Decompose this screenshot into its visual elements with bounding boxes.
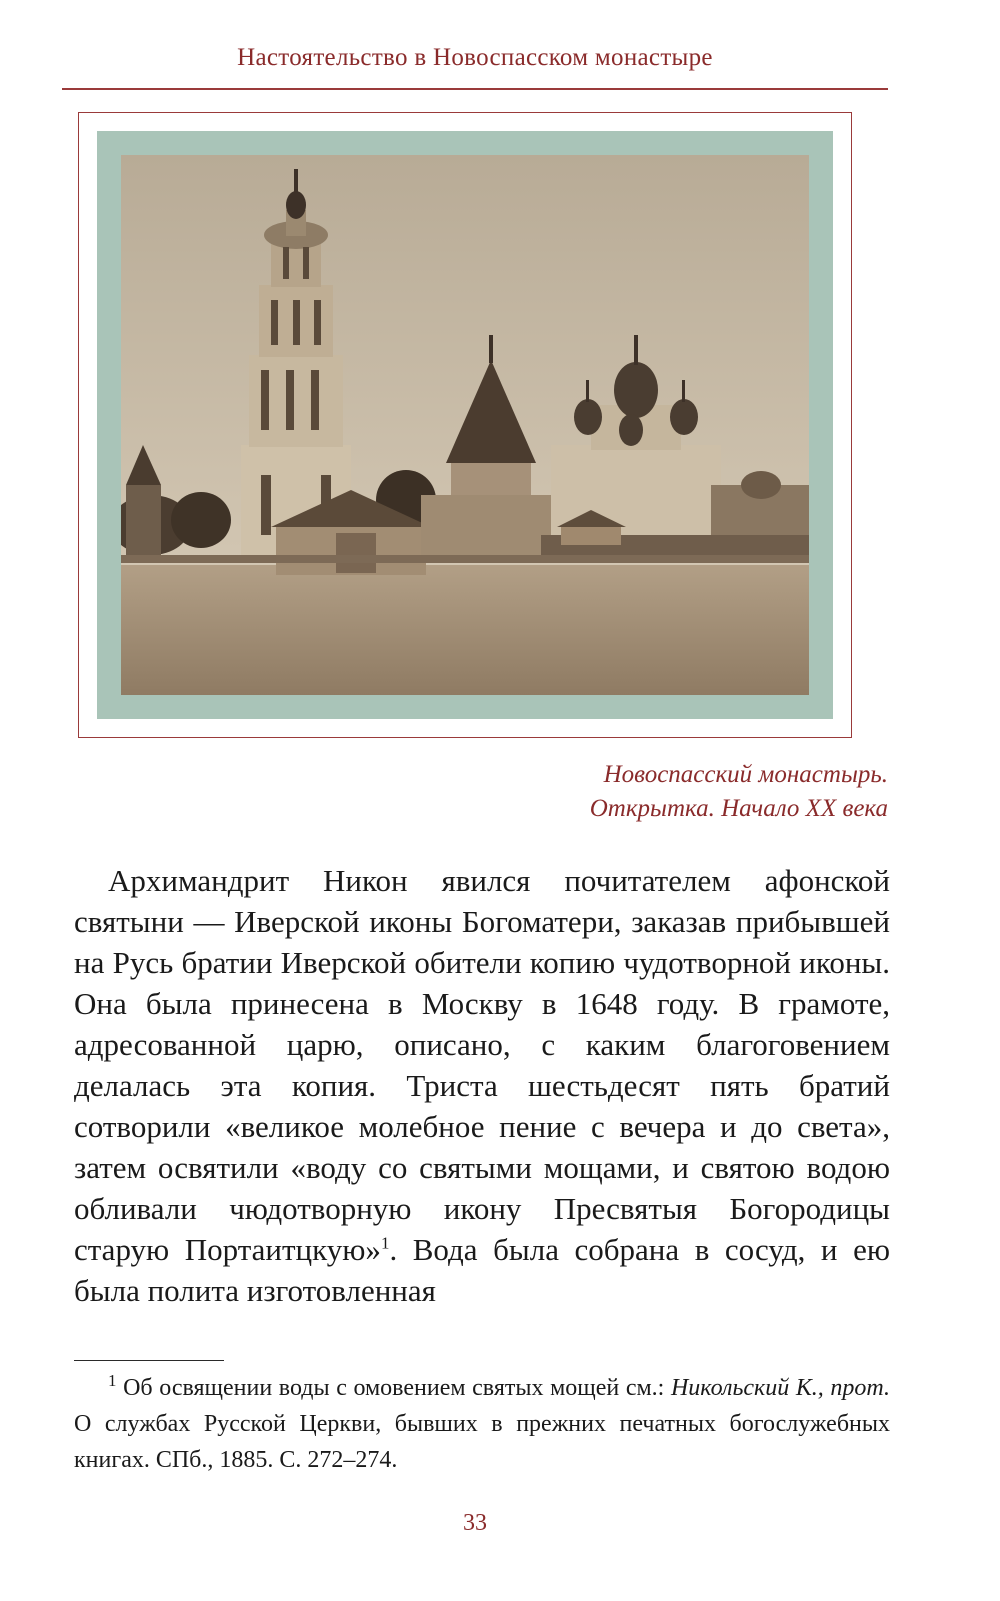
photo-frame bbox=[78, 112, 852, 738]
footnote-divider bbox=[74, 1360, 224, 1361]
footnote-marker: 1 bbox=[108, 1371, 117, 1390]
running-head: Настоятельство в Новоспасском монастыре bbox=[237, 44, 713, 71]
footnote-text-part-2: О службах Русской Церкви, бывших в прежних печатных богослужебных книгах. СПб., 1885. С. 272–274. bbox=[74, 1411, 890, 1473]
footnote-text-part-1: Об освящении воды с омовением святых мощей см.: bbox=[116, 1375, 671, 1401]
page-number: 33 bbox=[463, 1510, 487, 1536]
body-text-part-1: Архимандрит Никон явился почитателем афонской святыни — Иверской иконы Богоматери, заказав прибывшей на Русь братии Иверской обители копию чудотворной иконы. Она была принесена в Москву в 1648 году. В грамоте, адресованной царю, описано, с каким благоговением делалась эта копия. Триста шестьдесят пять братий сотворили «великое молебное пение с вечера и до света», затем освятили «воду со святыми мощами, и святою водою обливали чюдотворную икону Пресвятыя Богородицы старую Портаитцкую» bbox=[74, 863, 890, 1267]
body-text-part-2: . Вода была собрана в сосуд, и ею была полита изготовленная bbox=[74, 1232, 890, 1308]
header-divider bbox=[62, 88, 888, 90]
photo-mat bbox=[97, 131, 833, 719]
monastery-photo-illustration bbox=[121, 155, 809, 695]
footnote-reference[interactable]: 1 bbox=[380, 1233, 390, 1253]
footnote bbox=[74, 1370, 890, 1478]
body-text bbox=[74, 860, 890, 1311]
caption-line-2: Открытка. Начало XX века bbox=[589, 795, 888, 822]
monastery-photo bbox=[121, 155, 809, 695]
body-paragraph bbox=[74, 860, 890, 1311]
photo-caption bbox=[590, 758, 888, 826]
caption-line-1: Новоспасский монастырь. bbox=[603, 761, 888, 788]
footnote-author: Никольский К., прот. bbox=[670, 1375, 891, 1401]
